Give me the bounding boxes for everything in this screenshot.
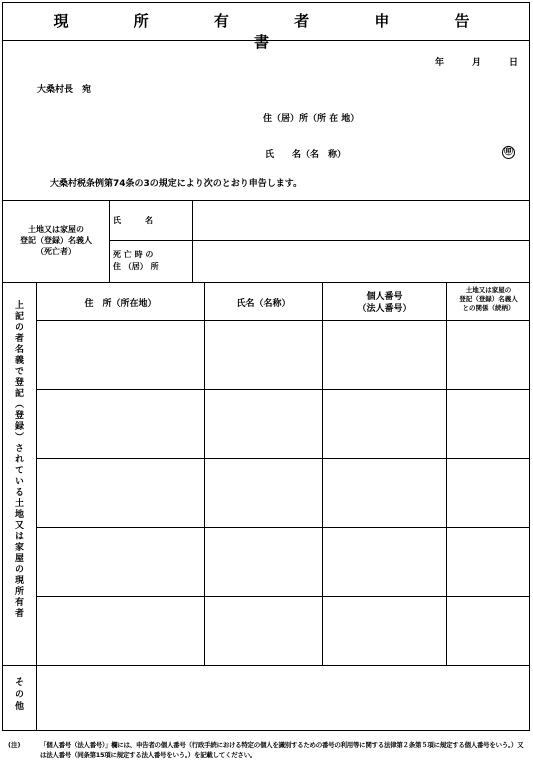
header-relationship: 土地又は家屋の 登記（登録）名義人 との関係（続柄） bbox=[459, 286, 518, 312]
statement-divider bbox=[2, 200, 530, 201]
form-title: 現 所 有 者 申 告 書 bbox=[53, 12, 500, 51]
date-day-label: 日 bbox=[509, 58, 519, 68]
row3-relationship-cell[interactable] bbox=[447, 459, 529, 527]
title-divider bbox=[2, 40, 530, 41]
header-name: 氏名（名称） bbox=[236, 299, 291, 309]
owner-field-divider bbox=[192, 200, 193, 282]
other-label: その他 bbox=[13, 677, 23, 713]
row3-number-cell[interactable] bbox=[323, 459, 446, 527]
note-label: (注) bbox=[8, 741, 21, 749]
declarant-address-label: 住（居）所（所 在 地） bbox=[263, 114, 360, 124]
row1-number-cell[interactable] bbox=[323, 321, 446, 389]
header-individual-number: 個人番号 （法人番号） bbox=[357, 292, 412, 314]
deceased-name-label: 氏 名 bbox=[113, 216, 153, 225]
row5-name-cell[interactable] bbox=[205, 597, 322, 665]
deceased-name-field[interactable] bbox=[194, 202, 528, 239]
row4-relationship-cell[interactable] bbox=[447, 528, 529, 596]
row5-number-cell[interactable] bbox=[323, 597, 446, 665]
row2-name-cell[interactable] bbox=[205, 390, 322, 458]
note-text: 「個人番号（法人番号）」欄には、申告者の個人番号（行政手続における特定の個人を識別するための番号の利用等に関する法律第２条第５項に規定する個人番号をいう。）又は法人番号（同条第15項に規定する法人番号をいう。）を記載してください。 bbox=[40, 741, 524, 759]
owner-row-divider bbox=[109, 240, 530, 241]
other-field[interactable] bbox=[37, 666, 529, 730]
current-owner-side-label: 上記の者名義で登記（登録）されている土地又は家屋の現所有者 bbox=[13, 300, 23, 619]
row2-address-cell[interactable] bbox=[37, 390, 204, 458]
header-address: 住 所（所在地） bbox=[84, 299, 157, 309]
seal-mark: ㊞ bbox=[503, 147, 513, 157]
statement-text: 大桑村税条例第74条の3の規定により次のとおり申告します。 bbox=[50, 179, 303, 189]
deceased-address-label: 死 亡 時 の 住 （居） 所 bbox=[113, 250, 159, 271]
owner-section-divider bbox=[2, 282, 530, 283]
row1-relationship-cell[interactable] bbox=[447, 321, 529, 389]
row4-number-cell[interactable] bbox=[323, 528, 446, 596]
row5-address-cell[interactable] bbox=[37, 597, 204, 665]
addressee: 大桑村長 宛 bbox=[37, 85, 92, 95]
owner-label-divider bbox=[109, 200, 110, 282]
date-year-label: 年 bbox=[435, 58, 445, 68]
deceased-address-field[interactable] bbox=[194, 242, 528, 281]
row1-name-cell[interactable] bbox=[205, 321, 322, 389]
declarant-name-label: 氏 名（名 称） bbox=[265, 150, 347, 160]
row4-name-cell[interactable] bbox=[205, 528, 322, 596]
row2-number-cell[interactable] bbox=[323, 390, 446, 458]
registered-owner-label: 土地又は家屋の 登記（登録）名義人 （死亡者） bbox=[20, 225, 92, 256]
row3-address-cell[interactable] bbox=[37, 459, 204, 527]
row1-address-cell[interactable] bbox=[37, 321, 204, 389]
date-month-label: 月 bbox=[472, 58, 482, 68]
row4-address-cell[interactable] bbox=[37, 528, 204, 596]
row5-relationship-cell[interactable] bbox=[447, 597, 529, 665]
row3-name-cell[interactable] bbox=[205, 459, 322, 527]
row2-relationship-cell[interactable] bbox=[447, 390, 529, 458]
